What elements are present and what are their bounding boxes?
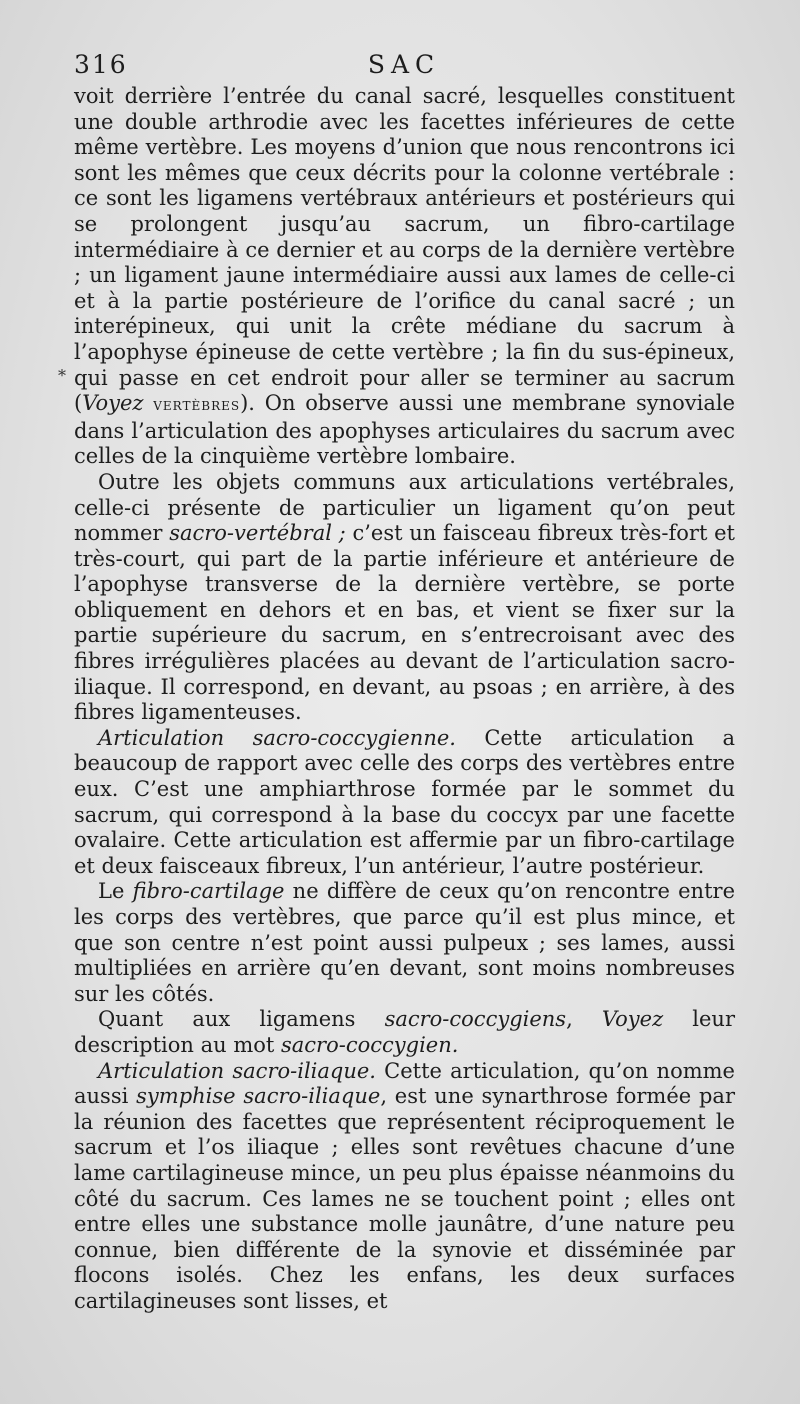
italic-run: sacro-coccygien. (281, 1032, 459, 1057)
italic-run: sacro-vertébral ; (169, 521, 346, 546)
page-header (74, 50, 734, 86)
text-run: Cette articulation a beaucoup de rapport avec celle des corps des vertèbres entre eux. C’est une amphiarthrose formée par le sommet du sacrum, qui correspond à la base du coccyx par une facette ovalaire. Cette articulation est affermie par un fibro-cartilage et deux faisceaux fibreux, l’un antérieur, l’autre postérieur. (74, 725, 735, 878)
text-run (143, 391, 153, 415)
italic-run: Voyez (601, 1007, 664, 1032)
text-run: , (566, 1007, 602, 1032)
text-run: leur description au mot (74, 1007, 735, 1057)
text-run: Le (98, 879, 133, 904)
text-run: ne diffère de ceux qu’on rencontre entre les corps des vertèbres, que parce qu’il est plus mince, et que son centre n’est point aussi pulpeux ; ses lames, aussi multipliées en arrière qu’en devant, sont moins nombreuses sur les côtés. (74, 879, 735, 1006)
text-run: ). On observe aussi une membrane synoviale dans l’articulation des apophyses articulaires du sacrum avec celles de la cinquième vertèbre lombaire. (74, 391, 735, 469)
margin-mark: * (58, 366, 66, 385)
running-head: SAC (367, 50, 441, 79)
text-run: Quant aux ligamens (98, 1007, 385, 1032)
italic-run: sacro-coccygiens (384, 1007, 567, 1032)
paragraph (74, 1007, 735, 1058)
paragraph (74, 470, 735, 726)
paragraph (74, 879, 735, 1007)
page-number: 316 (74, 50, 128, 79)
text-run: , est une synarthrose formée par la réunion des facettes que représentent réciproquement le sacrum et l’os iliaque ; elles sont revêtues chacune d’une lame cartilagineuse mince, un peu plus épaisse néanmoins du côté du sacrum. Ces lames ne se touchent point ; elles ont entre elles une substance molle jaunâtre, d’une nature peu connue, bien différente de la synovie et disséminée par flocons isolés. Chez les enfans, les deux surfaces cartilagineuses sont lisses, et (74, 1084, 735, 1313)
text-run: voit derrière l’entrée du canal sacré, lesquelles constituent une double arthrodie avec les facettes inférieures de cette même vertèbre. Les moyens d’union que nous rencontrons ici sont les mêmes que ceux décrits pour la colonne vertébrale : ce sont les ligamens vertébraux antérieurs et postérieurs qui se prolongent jusqu’au sacrum, un fibro-cartilage intermédiaire à ce dernier et au corps de la dernière vertèbre ; un ligament jaune intermédiaire aussi aux lames de celle-ci et à la partie postérieure de l’orifice du canal sacré ; un interépineux, qui unit la crête médiane du sacrum à l’apophyse épineuse de cette vertèbre ; la fin du sus-épineux, qui passe en cet endroit pour aller se terminer au sacrum ( (74, 84, 735, 416)
italic-run: Articulation sacro-coccygienne. (98, 725, 456, 750)
paragraph (74, 1059, 735, 1315)
italic-run: Voyez (82, 391, 144, 416)
italic-run: symphise sacro-iliaque (136, 1084, 381, 1109)
small-caps-run: vertèbres (153, 395, 241, 416)
paragraph (74, 726, 735, 880)
paragraph (74, 84, 735, 470)
italic-run: fibro-cartilage (132, 879, 285, 904)
italic-run: Articulation sacro-iliaque. (98, 1058, 376, 1083)
text-run: Outre les objets communs aux articulations vertébrales, celle-ci présente de particulier un ligament qu’on peut nommer (74, 469, 735, 546)
text-run: Cette articulation, qu’on nomme aussi (74, 1058, 735, 1109)
text-run: c’est un faisceau fibreux très-fort et très-court, qui part de la partie inférieure et antérieure de l’apophyse transverse de la dernière vertèbre, se porte obliquement en dehors et en bas, et vient se fixer sur la partie supérieure du sacrum, en s’entrecroisant avec des fibres irrégulières placées au devant de l’articulation sacro-iliaque. Il correspond, en devant, au psoas ; en arrière, à des fibres ligamenteuses. (74, 521, 735, 725)
body-text (74, 84, 735, 1315)
